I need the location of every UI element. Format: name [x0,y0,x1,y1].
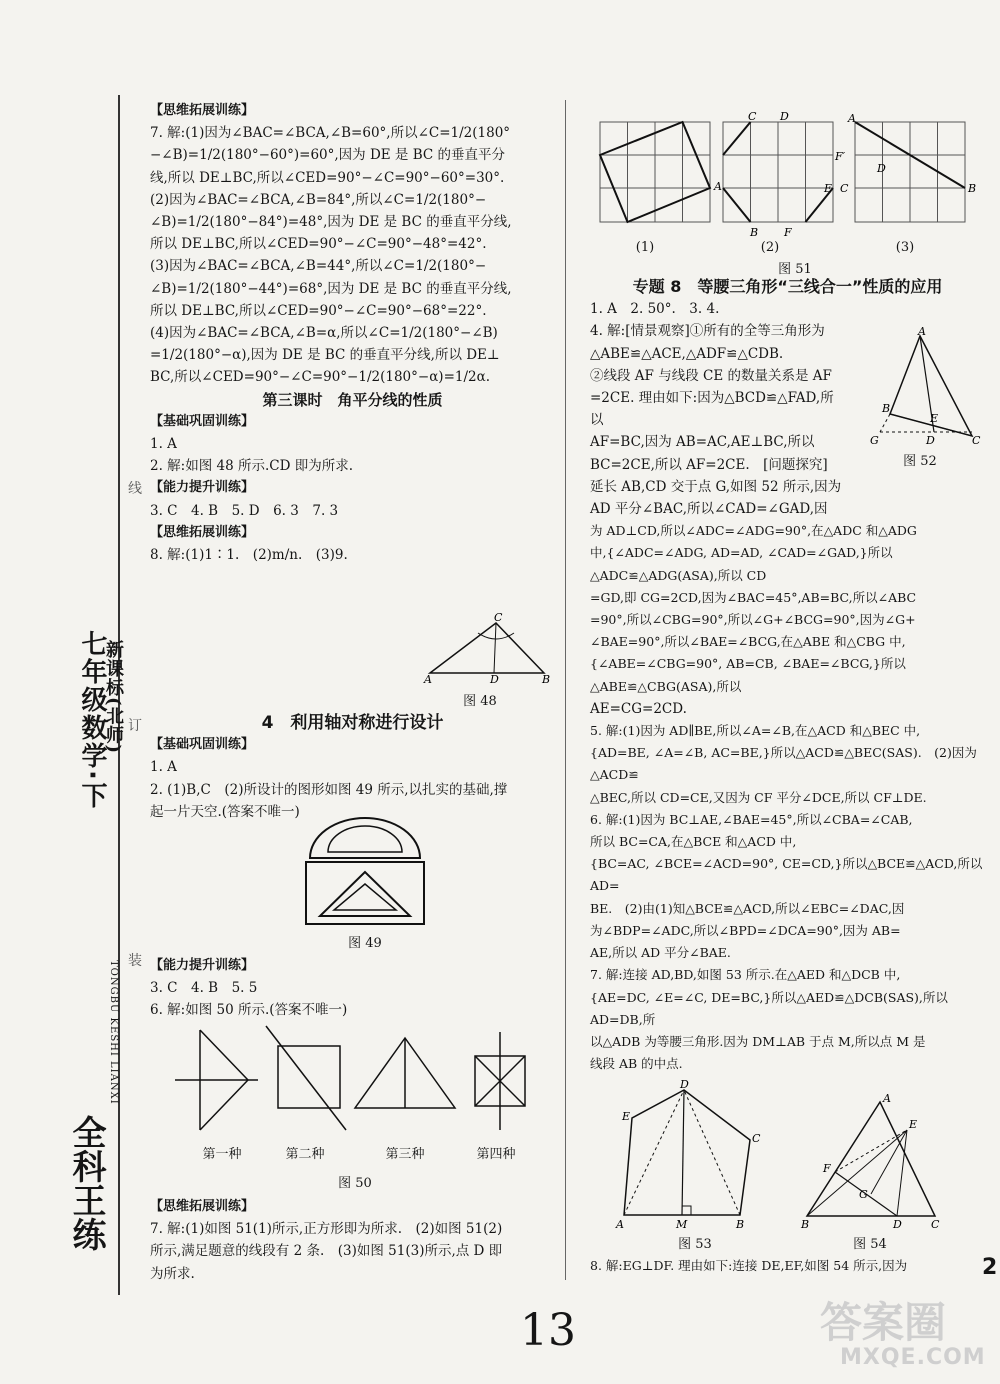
text-line: 中,{∠ADC=∠ADG, AD=AD, ∠CAD=∠GAD,}所以△ADC≌△ADG(ASA),所以 CD [590,545,893,583]
text-line: =90°,所以∠CBG=90°,所以∠G+∠BCG=90°,因为∠G+ [590,612,916,628]
text-line: 2. (1)B,C (2)所设计的图形如图 49 所示,以扎实的基础,撑 [150,781,508,798]
section-heading: 【基础巩固训练】 [150,413,255,429]
text-line: ∠BAE=90°,所以∠BAE=∠BCG,在△ABE 和△CBG 中, [590,634,906,650]
svg-text:G: G [859,1188,868,1201]
svg-text:D: D [877,162,886,175]
figure-51-sub-2: (2) [760,240,780,255]
book-subtitle: 新课标(北师) [103,640,124,755]
figure-51-caption: 图 51 [778,262,812,277]
svg-text:G: G [870,434,879,447]
svg-text:D: D [680,1078,689,1091]
text-line: 1. A 2. 50°. 3. 4. [590,301,720,318]
svg-text:C: C [840,182,849,195]
text-line: (2)因为∠BAC=∠BCA,∠B=84°,所以∠C=1/2(180°− [150,191,487,208]
figure-53 [612,1080,782,1230]
section-heading: 【能力提升训练】 [150,958,255,973]
svg-text:D: D [490,673,499,686]
text-line: △ABE≌△ACE,△ADF≌△CDB. [590,345,784,362]
section-heading: 【能力提升训练】 [150,480,255,496]
svg-text:B: B [542,673,551,686]
svg-text:B: B [882,402,891,415]
svg-text:A: A [883,1092,891,1105]
text-line: 7. 解:连接 AD,BD,如图 53 所示.在△AED 和△DCB 中, [590,967,901,983]
figure-49-caption: 图 49 [348,936,382,951]
watermark-logo: 答案圈 [820,1298,947,1347]
text-line: 6. 解:如图 50 所示.(答案不唯一) [150,1002,348,1019]
figure-52 [862,325,987,448]
text-line: 1. A [150,436,177,453]
svg-text:D: D [926,434,935,447]
figure-48-caption: 图 48 [463,694,497,709]
svg-text:A: A [918,325,926,338]
text-line: 3. C 4. B 5. 5 [150,980,258,997]
svg-text:C: C [752,1132,761,1145]
text-line: BC=2CE,所以 AF=2CE. [问题探究] [590,456,828,473]
text-line: 所示,满足题意的线段有 2 条. (3)如图 51(3)所示,点 D 即 [150,1243,503,1260]
lesson-heading: 第三课时 角平分线的性质 [262,390,443,409]
svg-text:A: A [616,1218,624,1231]
text-line: 3. C 4. B 5. D 6. 3 7. 3 [150,502,339,519]
text-line: 所以 DE⊥BC,所以∠CED=90°−∠C=90°−68°=22°. [150,302,487,319]
cut-mark-bind: 订 [128,718,142,734]
text-line: {AD=BE, ∠A=∠B, AC=BE,}所以△ACD≌△BEC(SAS). (2)因为△ACD≌ [590,745,977,783]
text-line: AD 平分∠BAC,所以∠CAD=∠GAD,因 [590,501,828,518]
svg-text:M: M [676,1218,688,1231]
text-line: 8. 解:EG⊥DF. 理由如下:连接 DE,EF,如图 54 所示,因为 [590,1258,908,1273]
text-line: 为∠BDP=∠ADC,所以∠BPD=∠DCA=90°,因为 AB= [590,922,901,938]
section-heading: 【基础巩固训练】 [150,737,255,753]
section-heading: 【思维拓展训练】 [150,1199,255,1214]
chapter-heading: 4 利用轴对称进行设计 [261,713,444,733]
figure-51 [590,112,975,237]
page-number: 2 [982,1255,998,1280]
text-line: 8. 解:(1)1∶1. (2)m/n. (3)9. [150,547,348,564]
svg-text:B: B [968,182,977,195]
svg-text:B: B [801,1218,810,1231]
brand-logo: 全科王练 [66,1115,106,1251]
figure-50-label-1: 第一种 [202,1147,242,1162]
text-line: AF=BC,因为 AB=AC,AE⊥BC,所以 [590,434,815,451]
text-line: {AE=DC, ∠E=∠C, DE=BC,}所以△AED≌△DCB(SAS),所以 AD=DB,所 [590,989,948,1027]
text-line: ②线段 AF 与线段 CE 的数量关系是 AF [590,367,832,384]
text-line: 5. 解:(1)因为 AD∥BE,所以∠A=∠B,在△ACD 和△BEC 中, [590,723,921,739]
text-line: {∠ABE=∠CBG=90°, AB=CB, ∠BAE=∠BCG,}所以△ABE≌△CBG(ASA),所以 [590,656,906,694]
text-line: BC,所以∠CED=90°−∠C=90°−1/2(180°−α)=1/2α. [150,369,491,386]
figure-50-caption: 图 50 [338,1176,372,1191]
figure-50-label-2: 第二种 [285,1147,325,1162]
left-column-bottom [150,1196,555,1285]
handwritten-page-number: 13 [520,1305,576,1356]
figure-50-label-3: 第三种 [385,1147,425,1162]
svg-text:F′: F′ [835,150,846,163]
text-line: 为 AD⊥CD,所以∠ADC=∠ADG=90°,在△ADC 和△ADG [590,523,917,539]
text-line: 7. 解:(1)因为∠BAC=∠BCA,∠B=60°,所以∠C=1/2(180° [150,125,511,142]
text-line: =GD,即 CG=2CD,因为∠BAC=45°,AB=BC,所以∠ABC [590,589,917,605]
svg-text:F: F [784,226,792,239]
svg-text:D: D [893,1218,902,1231]
figure-48 [418,611,553,686]
text-line: 延长 AB,CD 交于点 G,如图 52 所示,因为 [590,478,842,495]
figure-49 [300,812,430,930]
text-line: ∠B)=1/2(180°−84°)=48°,因为 DE 是 BC 的垂直平分线, [150,214,512,231]
left-column-mid [150,712,555,823]
figure-52-caption: 图 52 [903,454,937,469]
figure-50 [170,1022,540,1140]
svg-text:C: C [931,1218,940,1231]
text-line: =1/2(180°−α),因为 DE 是 BC 的垂直平分线,所以 DE⊥ [150,347,500,364]
svg-text:C: C [748,110,757,123]
figure-54 [795,1092,945,1230]
text-line: (3)因为∠BAC=∠BCA,∠B=44°,所以∠C=1/2(180°− [150,258,487,275]
svg-text:F: F [823,1162,831,1175]
svg-text:B: B [750,226,759,239]
text-line: 所以 BC=CA,在△BCE 和△ACD 中, [590,834,797,850]
text-line: ∠B)=1/2(180°−44°)=68°,因为 DE 是 BC 的垂直平分线, [150,280,512,297]
svg-text:C: C [972,434,981,447]
text-line: 以△ADB 为等腰三角形.因为 DM⊥AB 于点 M,所以点 M 是 [590,1033,926,1049]
text-line: −∠B)=1/2(180°−60°)=60°,因为 DE 是 BC 的垂直平分 [150,147,506,164]
figure-51-sub-3: (3) [895,240,915,255]
text-line: 所以 DE⊥BC,所以∠CED=90°−∠C=90°−48°=42°. [150,236,487,253]
svg-text:A: A [424,673,432,686]
cut-mark-line: 线 [128,481,142,497]
figure-54-caption: 图 54 [853,1237,887,1252]
watermark-url: MXQE.COM [840,1345,986,1370]
svg-text:D: D [780,110,789,123]
text-line: {BC=AC, ∠BCE=∠ACD=90°, CE=CD,}所以△BCE≌△ACD,所以 AD= [590,856,983,894]
left-column-top [150,100,555,566]
text-line: △BEC,所以 CD=CE,又因为 CF 平分∠DCE,所以 CF⊥DE. [590,789,927,805]
svg-text:C: C [494,611,503,624]
svg-text:A: A [848,112,856,125]
text-line: 6. 解:(1)因为 BC⊥AE,∠BAE=45°,所以∠CBA=∠CAB, [590,811,913,827]
svg-text:E: E [824,182,833,195]
topic-heading: 专题 8 等腰三角形“三线合一”性质的应用 [632,277,943,296]
svg-text:B: B [736,1218,745,1231]
column-divider [565,100,566,1280]
svg-text:E: E [622,1110,631,1123]
svg-text:E: E [930,412,939,425]
text-line: =2CE. 理由如下:因为△BCD≌△FAD,所以 [590,390,834,429]
section-heading: 【思维拓展训练】 [150,524,255,540]
text-line: 4. 解:[情景观察]①所有的全等三角形为 [590,323,825,340]
cut-mark-install: 装 [128,953,142,969]
text-line: BE. (2)由(1)知△BCE≌△ACD,所以∠EBC=∠DAC,因 [590,900,905,916]
text-line: 线,所以 DE⊥BC,所以∠CED=90°−∠C=90°−60°=30°. [150,169,505,186]
text-line: AE=CG=2CD. [590,700,687,717]
text-line: 7. 解:(1)如图 51(1)所示,正方形即为所求. (2)如图 51(2) [150,1221,503,1238]
svg-text:E: E [909,1118,918,1131]
section-heading: 【思维拓展训练】 [150,103,255,118]
text-line: (4)因为∠BAC=∠BCA,∠B=α,所以∠C=1/2(180°−∠B) [150,325,498,342]
figure-50-label-4: 第四种 [476,1147,516,1162]
text-line: 起一片天空.(答案不唯一) [150,803,300,820]
brand-english: TONGBU KESHI LIANXI [108,960,119,1105]
svg-text:A: A [714,180,722,193]
right-column-bottom [590,1255,980,1277]
book-title: 七年级数学·下 [77,630,107,810]
text-line: 为所求. [150,1265,195,1282]
text-line: 线段 AB 的中点. [590,1056,683,1072]
text-line: 1. A [150,759,177,776]
text-line: 2. 解:如图 48 所示.CD 即为所求. [150,458,354,475]
text-line: AE,所以 AD 平分∠BAE. [590,945,731,961]
figure-51-sub-1: (1) [635,240,655,255]
figure-53-caption: 图 53 [678,1237,712,1252]
left-column-lower [150,955,555,1022]
